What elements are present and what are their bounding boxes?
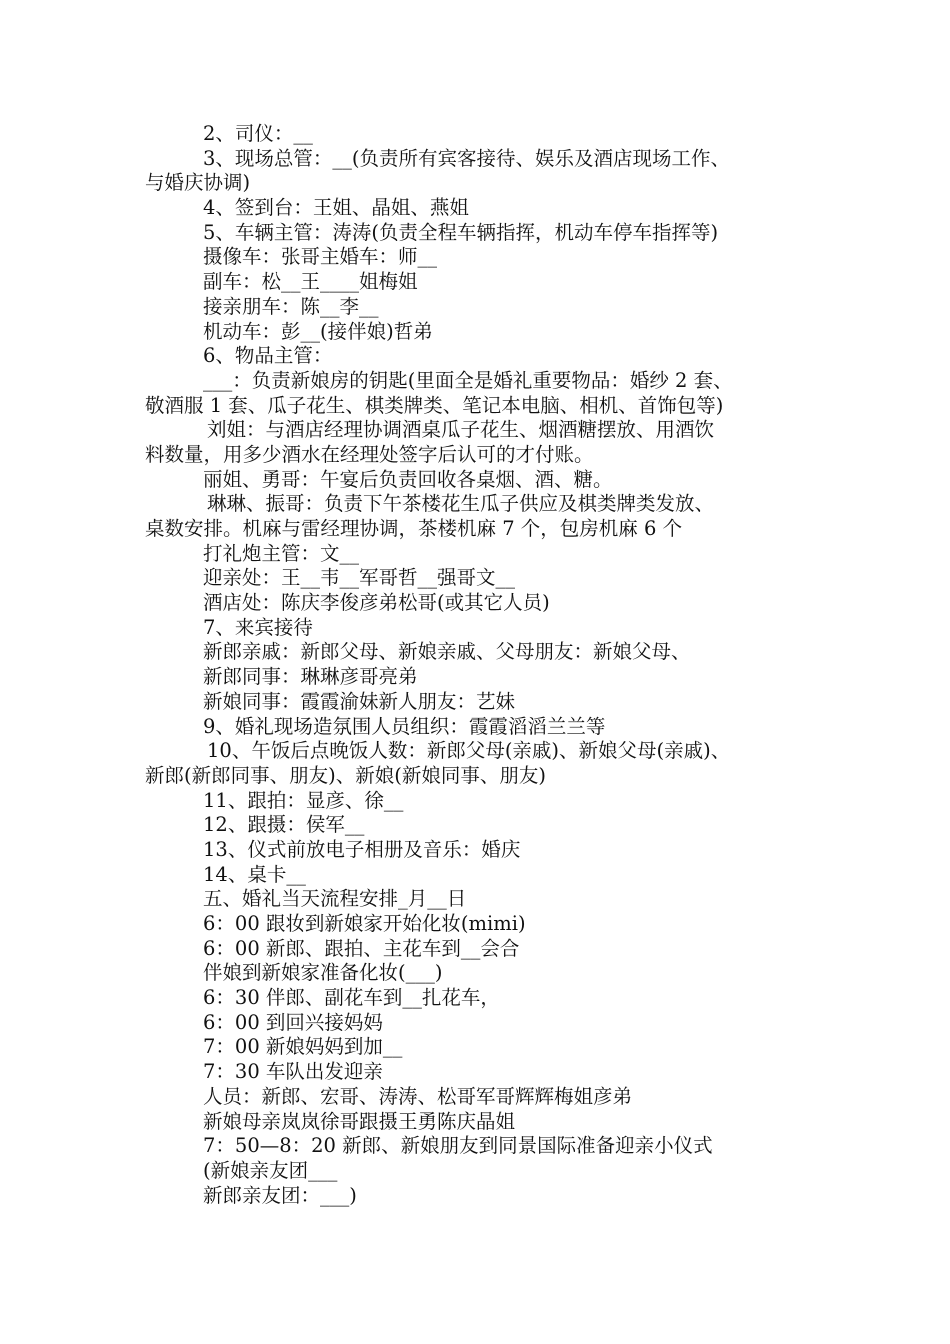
text-line: 新郎(新郎同事、朋友)、新娘(新娘同事、朋友): [145, 763, 546, 787]
text-line: 丽姐、勇哥：午宴后负责回收各桌烟、酒、糖。: [203, 467, 613, 491]
text-line: 7：00 新娘妈妈到加__: [203, 1035, 403, 1059]
text-line: 13、仪式前放电子相册及音乐：婚庆: [203, 837, 521, 861]
text-line: 4、签到台：王姐、晶姐、燕姐: [203, 196, 469, 220]
text-line: 桌数安排。机麻与雷经理协调，茶楼机麻 7 个，包房机麻 6 个: [145, 517, 683, 540]
text-line: 酒店处：陈庆李俊彦弟松哥(或其它人员): [203, 591, 550, 615]
text-line: 刘姐：与酒店经理协调酒桌瓜子花生、烟酒糖摆放、用酒饮: [207, 418, 715, 442]
text-line: 新娘母亲岚岚徐哥跟摄王勇陈庆晶姐: [203, 1109, 516, 1133]
text-line: 6：30 伴郎、副花车到__扎花车，: [203, 986, 500, 1010]
text-line: 新郎同事：琳琳彦哥亮弟: [203, 665, 418, 689]
text-line: 14、桌卡__: [203, 862, 306, 886]
text-line: 7、来宾接待: [203, 615, 313, 639]
text-line: (新娘亲友团___: [203, 1158, 338, 1182]
text-line: 接亲朋车：陈__李__: [203, 294, 379, 318]
text-line: 料数量，用多少酒水在经理处签字后认可的才付账。: [145, 442, 594, 466]
text-line: ___：负责新娘房的钥匙(里面全是婚礼重要物品：婚纱 2 套、: [203, 368, 733, 392]
text-line: 12、跟摄：侯军__: [203, 813, 365, 837]
text-line: 琳琳、振哥：负责下午茶楼花生瓜子供应及棋类牌类发放、: [207, 492, 715, 516]
text-line: 7：30 车队出发迎亲: [203, 1060, 383, 1084]
document-body: [145, 122, 810, 1208]
text-line: 新郎亲友团：___): [203, 1183, 357, 1207]
text-line: 敬酒服 1 套、瓜子花生、棋类牌类、笔记本电脑、相机、首饰包等): [145, 393, 724, 417]
text-line: 打礼炮主管：文__: [203, 541, 360, 565]
text-line: 6、物品主管：: [203, 344, 333, 368]
text-line: 6：00 跟妆到新娘家开始化妆(mimi): [203, 912, 526, 935]
text-line: 3、现场总管：__(负责所有宾客接待、娱乐及酒店现场工作、: [203, 146, 731, 170]
text-line: 新郎亲戚：新郎父母、新娘亲戚、父母朋友：新娘父母、: [203, 640, 691, 664]
text-line: 摄像车：张哥主婚车：师__: [203, 245, 438, 269]
text-line: 伴娘到新娘家准备化妆(___): [203, 961, 443, 985]
text-line: 五、婚礼当天流程安排_月__日: [203, 887, 467, 911]
text-line: 与婚庆协调): [145, 171, 251, 195]
text-line: 2、司仪：__: [203, 122, 313, 145]
text-line: 6：00 到回兴接妈妈: [203, 1010, 383, 1034]
text-line: 11、跟拍：显彦、徐__: [203, 788, 404, 812]
text-line: 6：00 新郎、跟拍、主花车到__会合: [203, 936, 520, 960]
text-line: 迎亲处：王__韦__军哥哲__强哥文__: [203, 566, 516, 590]
text-line: 7：50—8：20 新郎、新娘朋友到同景国际准备迎亲小仪式: [203, 1134, 713, 1158]
text-line: 机动车：彭__(接伴娘)哲弟: [203, 319, 433, 343]
text-line: 10、午饭后点晚饭人数：新郎父母(亲戚)、新娘父母(亲戚)、: [207, 739, 731, 763]
text-line: 5、车辆主管：涛涛(负责全程车辆指挥，机动车停车指挥等): [203, 220, 719, 244]
text-line: 9、婚礼现场造氛围人员组织：霞霞滔滔兰兰等: [203, 714, 606, 738]
text-line: 人员：新郎、宏哥、涛涛、松哥军哥辉辉梅姐彦弟: [203, 1084, 633, 1108]
text-line: 副车：松__王____姐梅姐: [203, 270, 418, 294]
text-line: 新娘同事：霞霞渝妹新人朋友：艺妹: [203, 689, 516, 713]
